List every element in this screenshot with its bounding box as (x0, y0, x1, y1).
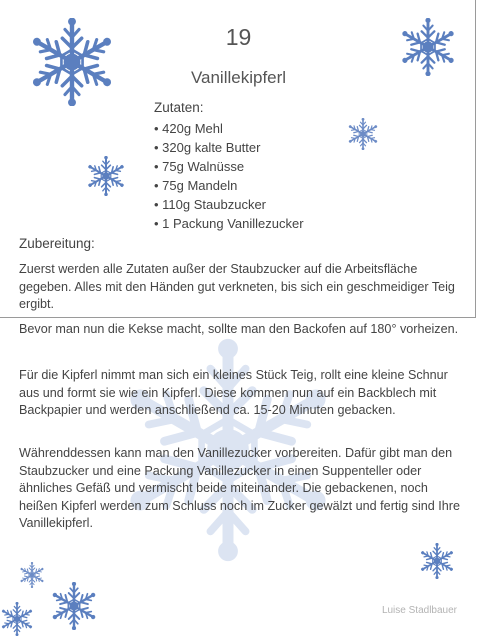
snowflake-icon (86, 156, 126, 196)
ingredients-heading: Zutaten: (154, 100, 204, 115)
snowflake-icon (19, 562, 45, 588)
snowflake-icon (50, 582, 98, 630)
preparation-paragraph: Bevor man nun die Kekse macht, sollte man den Backofen auf 180° vorheizen. (19, 322, 459, 336)
day-number: 19 (225, 24, 252, 50)
preparation-heading: Zubereitung: (19, 236, 95, 251)
snowflake-icon (0, 602, 34, 636)
ingredients-list (154, 119, 304, 233)
recipe-title: Vanillekipferl (190, 68, 287, 87)
ingredient-item: • 420g Mehl (154, 119, 304, 138)
ingredient-item: • 1 Packung Vanillezucker (154, 214, 304, 233)
ingredient-item: • 320g kalte Butter (154, 138, 304, 157)
ingredient-item: • 75g Walnüsse (154, 157, 304, 176)
snowflake-icon (347, 118, 379, 150)
preparation-paragraph: Währenddessen kann man den Vanillezucker vorbereiten. Dafür gibt man den Staubzucker und eine Packung Vanillezucker in einen Suppenteller oder ähnliches Gefäß und vermischt beide miteinander. Die gebackenen, noch heißen Kipferl werden zum Schluss noch im Zucker gewälzt und fertig sind Ihre Vanillekipferl. (19, 446, 460, 530)
snowflake-icon (419, 543, 455, 579)
ingredient-item: • 110g Staubzucker (154, 195, 304, 214)
preparation-paragraph: Zuerst werden alle Zutaten außer der Staubzucker auf die Arbeitsfläche gegeben. Alles mit den Händen gut verkneten, bis sich ein geschmeidiger Teig ergibt. (19, 262, 455, 311)
ingredient-item: • 75g Mandeln (154, 176, 304, 195)
preparation-paragraph: Für die Kipferl nimmt man sich ein kleines Stück Teig, rollt eine kleine Schnur aus und formt sie wie ein Kipferl. Diese kommen nun auf ein Backblech mit Backpapier und werden anschließend ca. 15-20 Minuten gebacken. (19, 368, 448, 417)
author-credit: Luise Stadlbauer (381, 605, 457, 616)
